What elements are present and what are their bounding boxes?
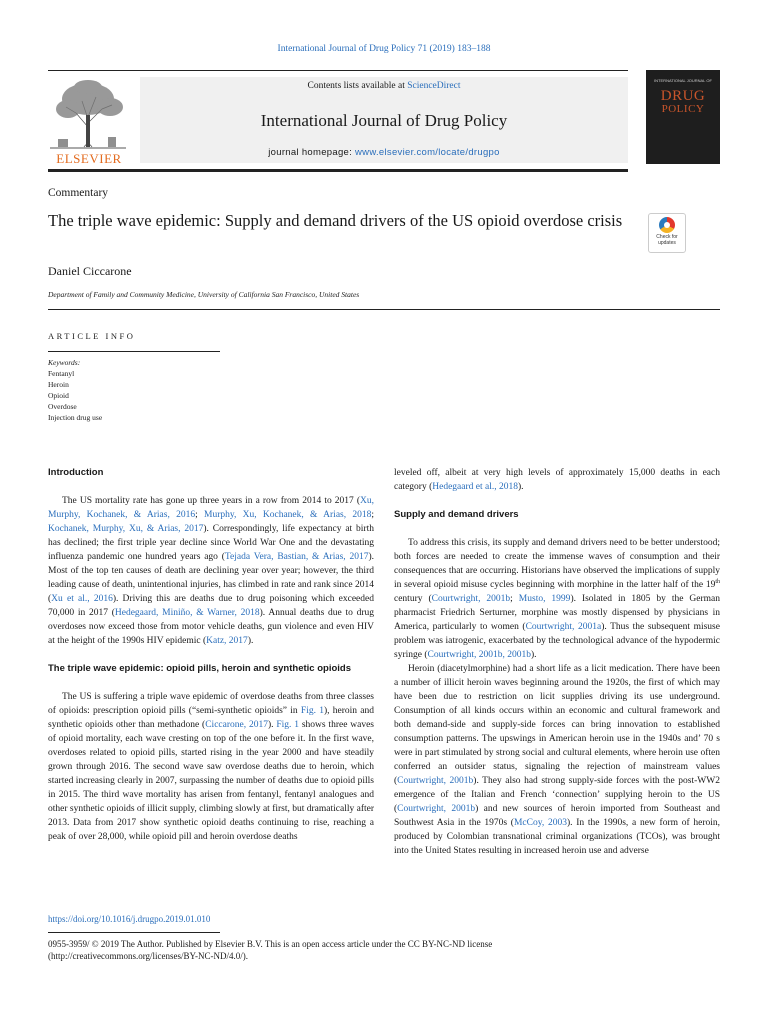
citation-link[interactable]: Hedegaard et al., 2018 (432, 482, 518, 492)
article-title: The triple wave epidemic: Supply and demand drivers of the US opioid overdose crisis (48, 211, 623, 230)
cover-subtitle: INTERNATIONAL JOURNAL OF (654, 78, 712, 83)
homepage-line (140, 147, 628, 158)
cover-drug-text: DRUG (660, 88, 706, 104)
figure-link[interactable]: Fig. 1 (276, 720, 299, 730)
keyword-item: Opioid (48, 391, 69, 400)
elsevier-tree-logo (48, 77, 128, 153)
keyword-item: Overdose (48, 402, 77, 411)
keywords-block (48, 357, 102, 423)
license-text (48, 938, 492, 962)
homepage-link[interactable]: www.elsevier.com/locate/drugpo (355, 147, 500, 158)
elsevier-wordmark: ELSEVIER (56, 151, 122, 166)
citation-link[interactable]: Courtwright, 2001b (397, 776, 474, 786)
license-line-1: 0955-3959/ © 2019 The Author. Published by Elsevier B.V. This is an open access article under the CC BY-NC-ND license (48, 939, 493, 949)
keywords-divider (48, 351, 220, 352)
masthead-center (140, 77, 628, 163)
keyword-item: Fentanyl (48, 369, 75, 378)
section-heading-introduction: Introduction (48, 467, 104, 478)
keyword-item: Heroin (48, 380, 69, 389)
journal-cover-thumbnail[interactable] (646, 70, 720, 164)
citation-link[interactable]: Musto, 1999 (518, 594, 571, 604)
check-for-updates-button[interactable] (648, 213, 686, 253)
citation-link[interactable]: Courtwright, 2001b, 2001b (427, 650, 531, 660)
footer-divider (48, 932, 220, 933)
check-badge-line-2: updates (658, 240, 676, 246)
homepage-prefix: journal homepage: (268, 147, 355, 158)
journal-name: International Journal of Drug Policy (260, 111, 508, 130)
section-heading-triple-wave: The triple wave epidemic: opioid pills, heroin and synthetic opioids (48, 663, 351, 674)
check-for-updates-icon (659, 217, 675, 233)
author-affiliation: Department of Family and Community Medicine, University of California San Francisco, United States (48, 290, 360, 299)
citation-link[interactable]: McCoy, 2003 (513, 818, 567, 828)
citation-link[interactable]: Courtwright, 2001b (397, 804, 476, 814)
paragraph-supply-1: To address this crisis, its supply and demand drivers need to be better understood; both forces are needed to create the immense waves of consumption and their consequences that are occurring. Historians have observed the implications of supply in several opioid misuse cycles beginning with morphine in the latter half of the 19th century (Courtwright, 2001b; Musto, 1999). Isolated in 1805 by the German pharmacist Friedrich Serturner, morphine was mostly dispensed by physicians in America, particularly to women (Courtwright, 2001a). Thus the subsequent misuse problem was iatrogenic, exacerbated by the technological advance of the hypodermic syringe (Courtwright, 2001b, 2001b). (394, 538, 720, 660)
contents-line (140, 81, 628, 91)
citation-link[interactable]: Murphy, Xu, Kochanek, & Arias, 2018 (204, 510, 372, 520)
section-heading-supply-demand: Supply and demand drivers (394, 509, 519, 520)
citation-link[interactable]: Kochanek, Murphy, Xu, & Arias, 2017 (48, 524, 204, 534)
article-info-heading: ARTICLE INFO (48, 331, 136, 341)
paragraph-supply-2: Heroin (diacetylmorphine) had a short life as a licit medication. There have been a number of illicit heroin waves beginning around the 1920s, the first of which may have been due to restriction on licit supplies driving its use underground. Consumption of all kinds occurs within an economic and cultural framework and both demand-side and supply-side forces can bring innovation to established consumption patterns. The upswings in American heroin use in the 1940s and’ 70 s were in part stimulated by strong social and cultural elements, where heroin use often conferred an outsider status, signaling the rejection of mainstream values (Courtwright, 2001b). They also had strong supply-side forces with the post-WW2 emergence of the Italian and French ‘connection’ supplying heroin to the US (Courtwright, 2001b) and new sources of heroin imported from Southeast and Southwest Asia in the 1970s (McCoy, 2003). In the 1990s, a new form of heroin, produced by Colombian transnational criminal organizations (TCOs), was brought into the United States resulting in increased heroin use and adverse (394, 664, 721, 856)
citation-link[interactable]: Courtwright, 2001b (431, 594, 511, 604)
citation-link[interactable]: Tejada Vera, Bastian, & Arias, 2017 (224, 552, 369, 562)
paragraph-continued: leveled off, albeit at very high levels of approximately 15,000 deaths in each category (Hedegaard et al., 2018). (394, 468, 720, 492)
journal-citation[interactable]: International Journal of Drug Policy 71 (2019) 183–188 (277, 44, 491, 54)
figure-link[interactable]: Fig. 1 (300, 706, 324, 716)
citation-link[interactable]: Hedegaard, Miniño, & Warner, 2018 (114, 608, 260, 618)
sciencedirect-link[interactable]: ScienceDirect (407, 81, 461, 91)
paragraph-intro: The US mortality rate has gone up three years in a row from 2014 to 2017 (Xu, Murphy, Kochanek, & Arias, 2016; Murphy, Xu, Kochanek, & Arias, 2018; Kochanek, Murphy, Xu, & Arias, 2017). Correspondingly, life expectancy at birth has declined; the first triple year decline since World War One and the devastating influenza pandemic one hundred years ago (Tejada Vera, Bastian, & Arias, 2017). Most of the top ten causes of death are declining year over year; however, the third leading cause of death, unintentional injuries, has climbed in rate and rank since 2014 (Xu et al., 2016). Driving this are deaths due to drug poisoning which exceeded 70,000 in 2017 (Hedegaard, Miniño, & Warner, 2018). Annual deaths due to drug overdoses now exceed those from motor vehicle deaths, gun violence and even HIV at the height of the 1990s HIV epidemic (Katz, 2017). (48, 496, 375, 646)
citation-link[interactable]: Xu et al., 2016 (51, 594, 113, 604)
keyword-item: Injection drug use (48, 413, 103, 422)
contents-prefix: Contents lists available at (307, 81, 408, 91)
citation-link[interactable]: Courtwright, 2001a (525, 622, 602, 632)
divider (48, 309, 720, 310)
keywords-label: Keywords: (48, 358, 81, 367)
check-badge-line-1: Check for (656, 234, 678, 240)
article-type: Commentary (48, 187, 109, 199)
body-column-right (394, 466, 720, 858)
citation-link[interactable]: Xu, Murphy, Kochanek, & Arias, 2016 (48, 496, 374, 520)
paragraph-triple-wave: The US is suffering a triple wave epidemic of overdose deaths from three classes of opioids: prescription opioid pills (“semi-synthetic opioids” in Fig. 1), heroin and synthetic opioids other than methadone (Ciccarone, 2017). Fig. 1 shows three waves of opioid mortality, each wave cresting on top of the one before it. In the first wave, overdoses related to opioid pills, started rising in the year 2000 and have steadily grown through 2016. The second wave saw overdose deaths due to heroin, which started increasing clearly in 2007, surpassing the number of deaths due to opioid pills in 2015. The third wave mortality has arisen from fentanyl, fentanyl analogues and other synthetic opioids of illicit supply, climbing slowly at first, but dramatically after 2013. Data from 2017 show synthetic opioid deaths continuing to rise, reaching a peak of over 28,000, while opioid pill and heroin overdose deaths (48, 692, 375, 842)
license-line-2[interactable]: (http://creativecommons.org/licenses/BY-NC-ND/4.0/). (48, 951, 249, 961)
elsevier-logo[interactable] (48, 77, 128, 169)
doi-link[interactable]: https://doi.org/10.1016/j.drugpo.2019.01.010 (48, 914, 211, 924)
masthead (48, 70, 628, 172)
author-name[interactable]: Daniel Ciccarone (48, 264, 132, 278)
citation-link[interactable]: Ciccarone, 2017 (205, 720, 268, 730)
citation-link[interactable]: Katz, 2017 (206, 636, 248, 646)
cover-policy-text: POLICY (661, 103, 705, 115)
body-column-left (48, 466, 374, 844)
